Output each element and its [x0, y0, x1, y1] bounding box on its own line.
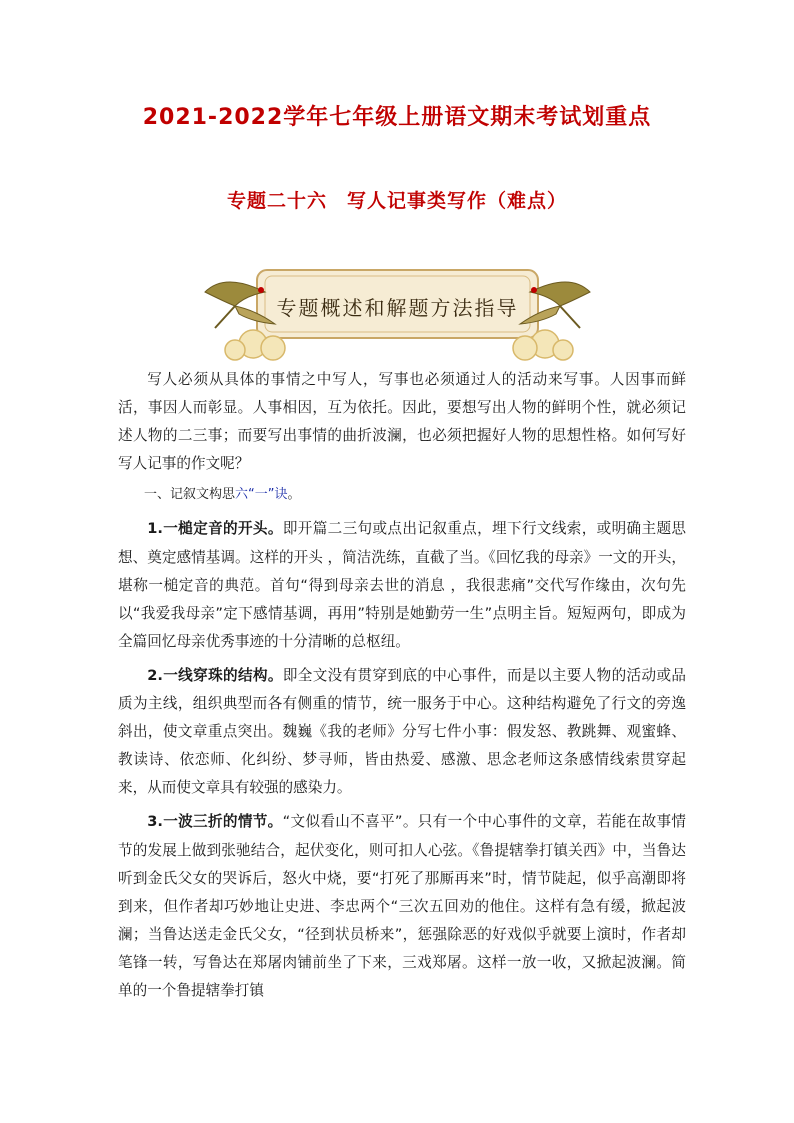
item-text: “文似看山不喜平”。只有一个中心事件的文章，若能在故事情节的发展上做到张驰结合，起伏变化，则可扣人心弦。《鲁提辖拳打镇关西》中，当鲁达听到金氏父女的哭诉后，怒火中烧，要“打死了那厮再来”时，情节陡起，似乎高潮即将到来，但作者却巧妙地让史进、李忠两个“三次五回劝的他住。这样有急有缓，掀起波澜；当鲁达送走金氏父女，“径到状员桥来”，惩强除恶的好戏似乎就要上演时，作者却笔锋一转，写鲁达在郑屠肉铺前坐了下来，三戏郑屠。这样一放一收，又掀起波澜。简单的一个鲁提辖拳打镇	[118, 813, 687, 999]
document-subtitle: 专题二十六 写人记事类写作（难点）	[226, 190, 567, 212]
item-lead: 3.一波三折的情节。	[147, 813, 283, 831]
item-lead: 1.一槌定音的开头。	[147, 520, 283, 538]
section-heading-highlight: 六“一”诀	[235, 487, 288, 503]
list-item	[118, 808, 686, 1005]
section-banner	[195, 262, 600, 362]
item-text: 即全文没有贯穿到底的中心事件，而是以主要人物的活动或品质为主线，组织典型而各有侧重的情节，统一服务于中心。这种结构避免了行文的旁逸斜出，使文章重点突出。魏巍《我的老师》分写七件小事：假发怒、教跳舞、观蜜蜂、教读诗、依恋师、化纠纷、梦寻师，皆由热爱、感激、思念老师这条感情线索贯穿起来，从而使文章具有较强的感染力。	[118, 666, 686, 797]
document-title: 2021-2022学年七年级上册语文期末考试划重点	[142, 105, 652, 130]
list-item	[118, 515, 686, 655]
document-body	[118, 366, 686, 1005]
item-text: 即开篇二三句或点出记叙重点，埋下行文线索，或明确主题思想、奠定感情基调。这样的开头 ，简洁洗练，直截了当。《回忆我的母亲》一文的开头，堪称一槌定音的典范。首句“得到母亲去世的消息 ，我很悲痛”交代写作缘由，次句先以“我爱我母亲”定下感情基调，再用”特别是她勤劳一生”点明主旨。短短两句，即成为全篇回忆母亲优秀事迹的十分清晰的总枢纽。	[118, 520, 686, 650]
list-item	[118, 662, 686, 802]
banner-label: 专题概述和解题方法指导	[276, 296, 519, 320]
intro-paragraph: 写人必须从具体的事情之中写人，写事也必须通过人的活动来写事。人因事而鲜活，事因人而彰显。人事相因，互为依托。因此，要想写出人物的鲜明个性，就必须记述人物的二三事；而要写出事情的曲折波澜，也必须把握好人物的思想性格。如何写好写人记事的作文呢？	[118, 371, 686, 473]
section-heading: 一、记叙文构思六“一”诀。	[144, 487, 301, 503]
item-lead: 2.一线穿珠的结构。	[147, 666, 283, 684]
